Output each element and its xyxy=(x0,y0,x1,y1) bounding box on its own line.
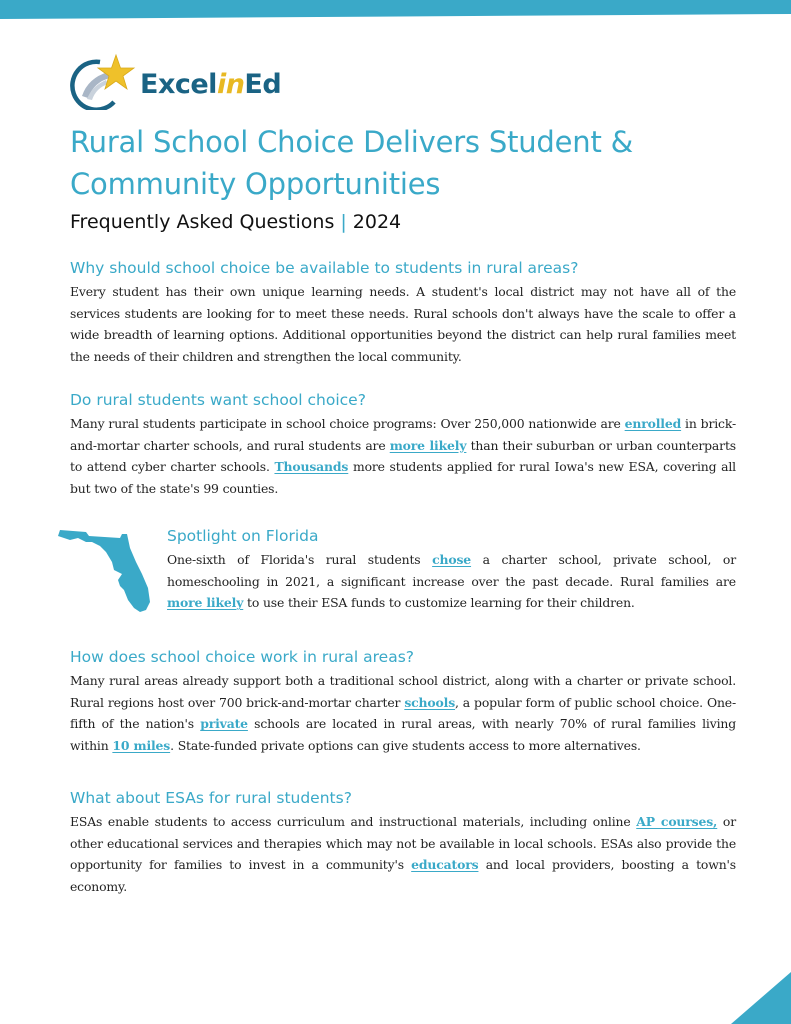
section-heading: How does school choice work in rural areas? xyxy=(70,648,415,666)
excelined-logo xyxy=(70,52,281,110)
inline-link[interactable]: chose xyxy=(432,552,472,567)
section-body: Every student has their own unique learning needs. A student's local district may not have all of the services students are looking for to meet these needs. Rural schools don't always have the scale to offer a wide breadth of learning options. Additional opportunities beyond the district can help rural families meet the needs of their children and strengthen the local community. xyxy=(70,284,736,364)
section-body: ESAs enable students to access curriculum and instructional materials, including online AP courses, or other educational services and therapies which may not be available in local schools. ESAs also provide the opportunity for families to invest in a community's educators and local providers, boosting a town's economy. xyxy=(70,814,737,894)
corner-accent-triangle xyxy=(731,972,791,1024)
section-body: Many rural students participate in school choice programs: Over 250,000 nationwide are enrolled in brick-and-mortar charter schools, and rural students are more likely than their suburban or urban counterparts to attend cyber charter schools. Thousands more students applied for rural Iowa's new ESA, covering all but two of the state's 99 counties. xyxy=(70,416,737,496)
section-body: Many rural areas already support both a traditional school district, along with a charter or private school. Rural regions host over 700 brick-and-mortar charter schools, a popular form of public school choice. One-fifth of the nation's private schools are located in rural areas, with nearly 70% of rural families living within 10 miles. State-funded private options can give students access to more alternatives. xyxy=(70,673,737,753)
logo-wordmark: ExcelinEd xyxy=(140,68,282,100)
section-heading: Do rural students want school choice? xyxy=(70,391,366,409)
inline-link[interactable]: enrolled xyxy=(624,416,682,431)
inline-link[interactable]: educators xyxy=(411,857,479,873)
inline-link[interactable]: AP courses, xyxy=(636,814,718,829)
inline-link[interactable]: 10 miles xyxy=(112,737,171,753)
inline-link[interactable]: private xyxy=(200,716,248,732)
faq-section-how xyxy=(70,647,736,756)
section-heading: Why should school choice be available to students in rural areas? xyxy=(70,259,579,277)
inline-link[interactable]: more likely xyxy=(167,595,244,611)
faq-section-esas xyxy=(70,788,736,897)
section-heading: What about ESAs for rural students? xyxy=(70,789,352,807)
star-swoosh-icon xyxy=(70,52,136,110)
faq-section-why xyxy=(70,258,736,367)
faq-section-want xyxy=(70,390,736,499)
subtitle-text: Frequently Asked Questions xyxy=(70,211,335,233)
inline-link[interactable]: schools xyxy=(404,694,456,710)
top-accent-bar xyxy=(0,0,791,20)
page-title: Rural School Choice Delivers Student & Community Opportunities xyxy=(70,125,634,201)
inline-link[interactable]: more likely xyxy=(389,437,467,453)
section-heading: Spotlight on Florida xyxy=(167,527,319,545)
section-body: One-sixth of Florida's rural students chose a charter school, private school, or homeschooling in 2021, a significant increase over the past decade. Rural families are more likely to use their ESA funds to customize learning for their children. xyxy=(167,552,736,611)
florida-map-icon xyxy=(56,528,156,614)
subtitle-year: 2024 xyxy=(352,211,402,233)
spotlight-florida xyxy=(167,526,736,614)
inline-link[interactable]: Thousands xyxy=(274,459,349,475)
subtitle-separator: | xyxy=(340,211,347,233)
page-subtitle xyxy=(70,208,401,236)
